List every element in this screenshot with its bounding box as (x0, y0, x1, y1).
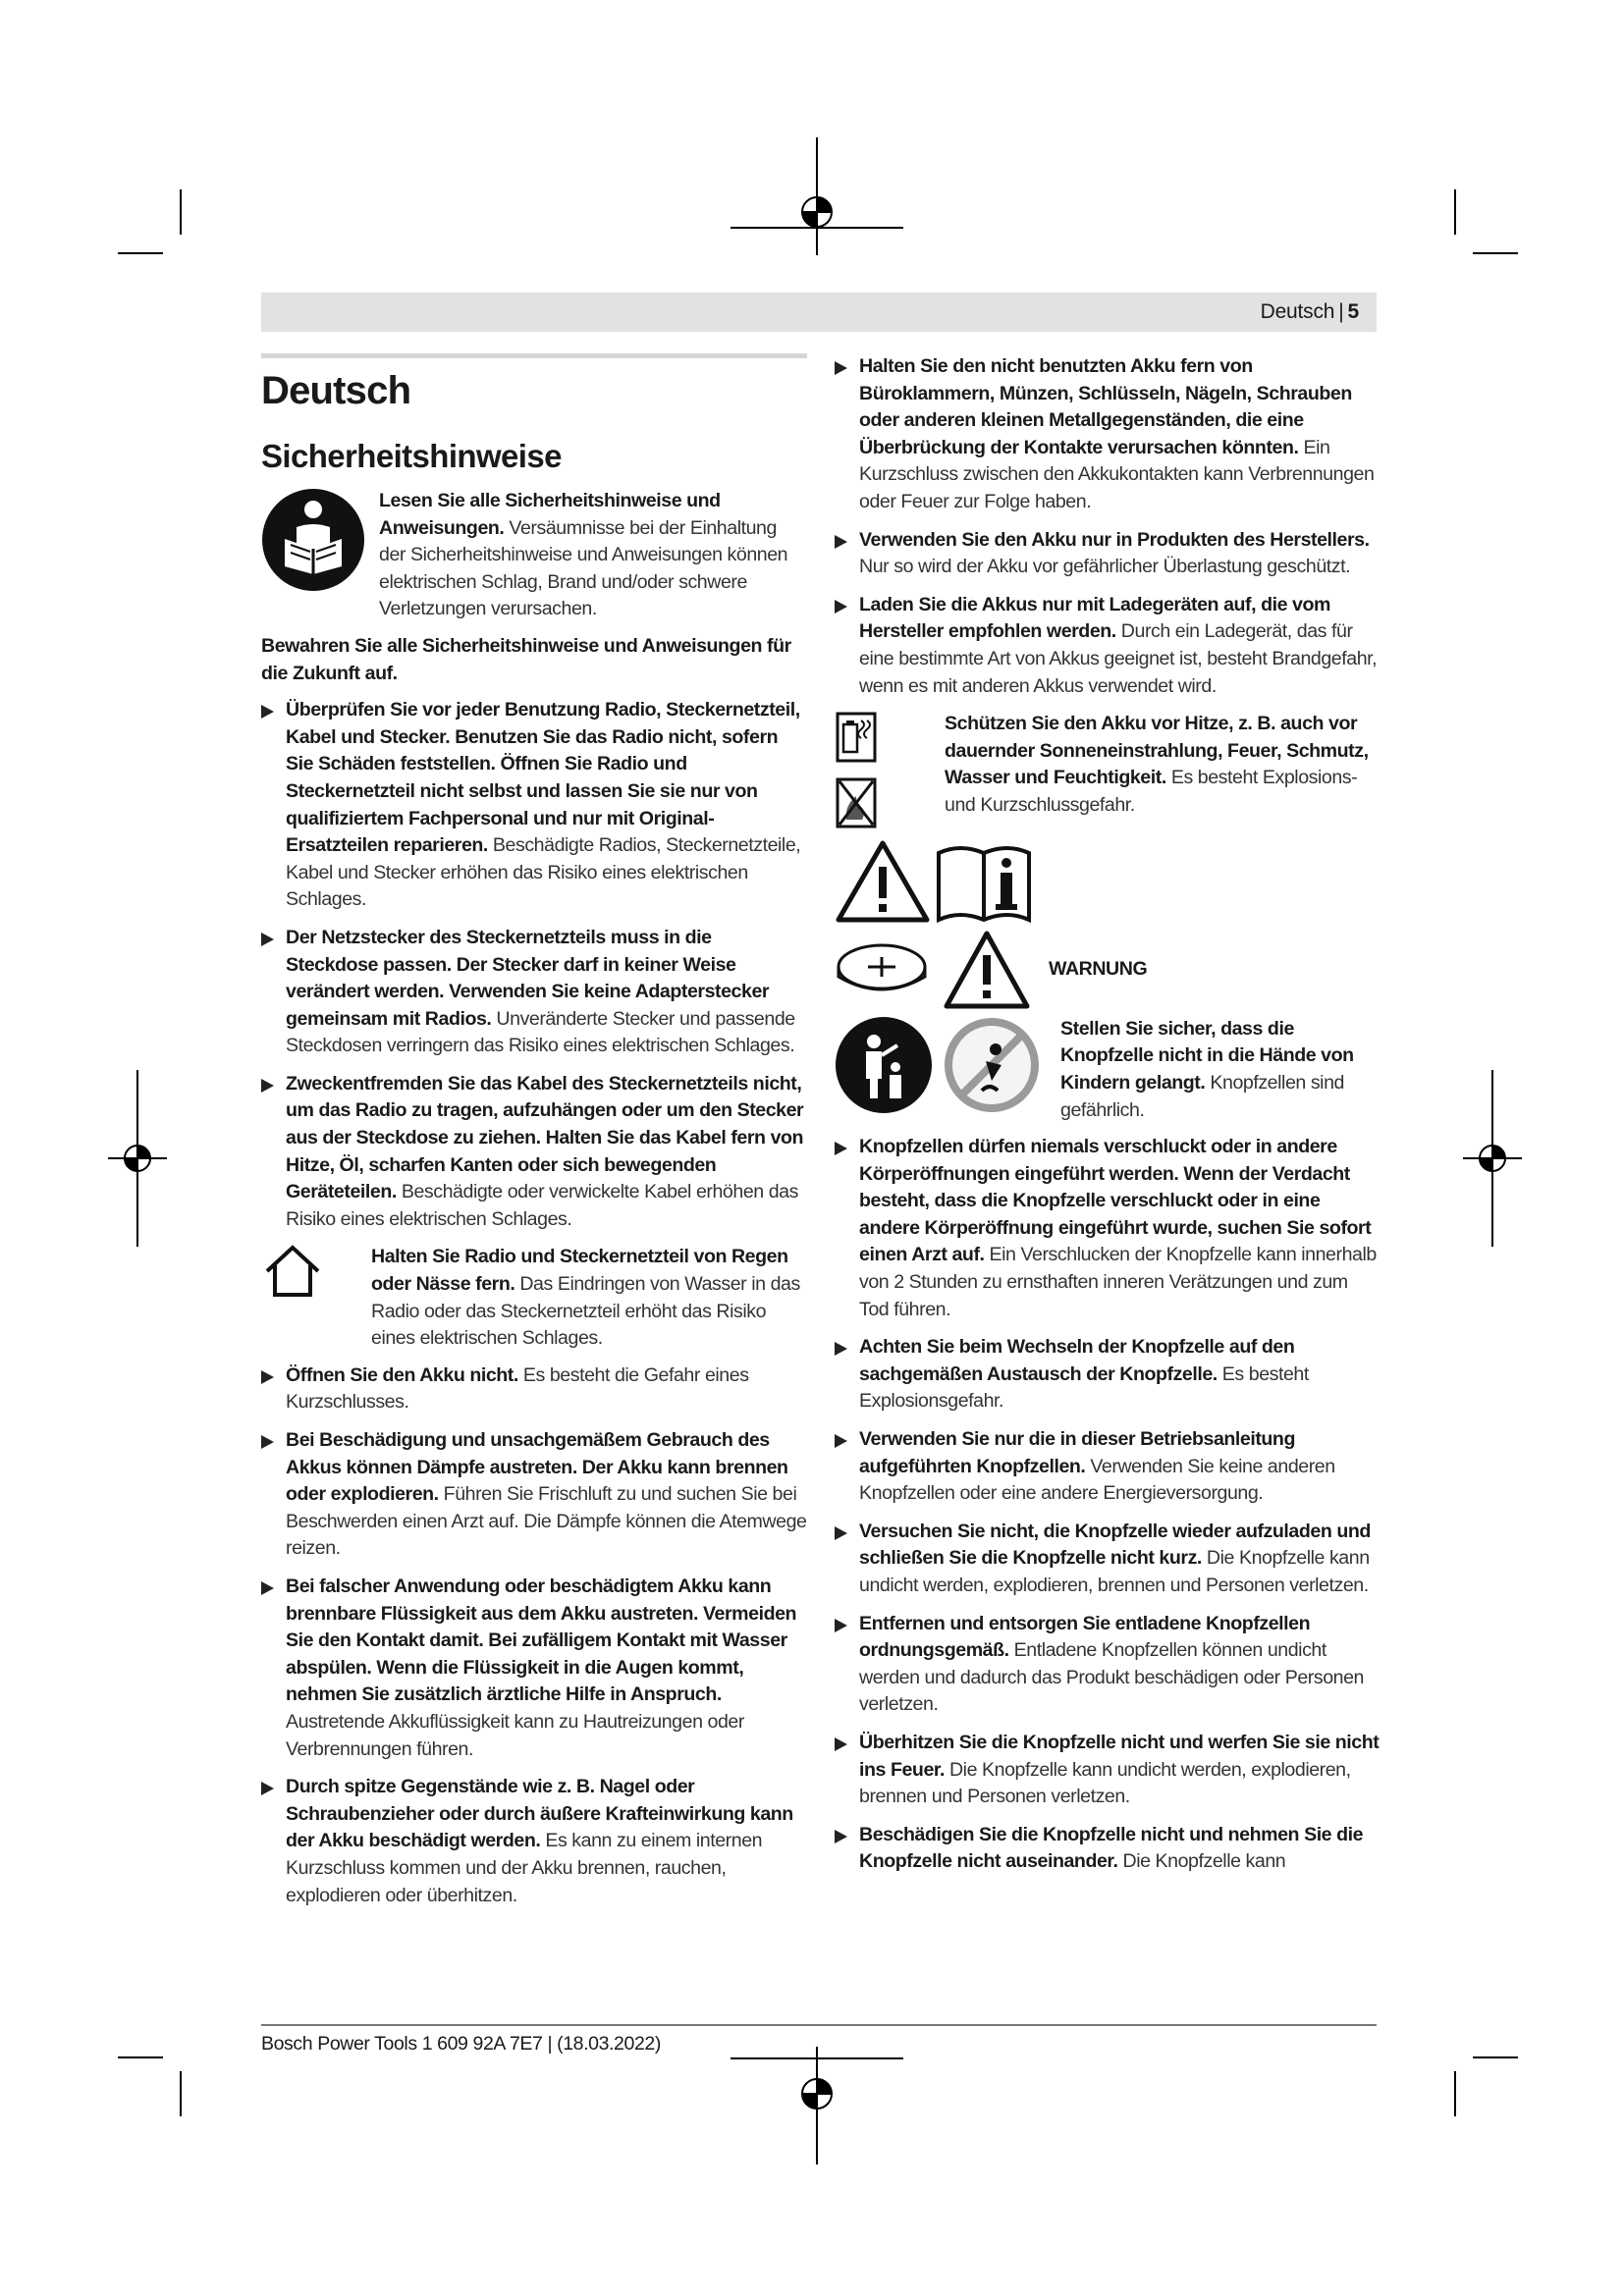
item-text: Entladene Knopfzellen können undicht werden und dadurch das Produkt beschädigen oder Personen verletzen. (859, 1639, 1365, 1716)
warning-label-row (835, 930, 1380, 1010)
no-fire-icon (835, 776, 878, 829)
item-bold: Laden Sie die Akkus nur mit Ladegeräten auf, die vom Hersteller empfohlen werden. (859, 593, 1330, 643)
heat-icons (835, 711, 945, 829)
footer-rule (261, 2024, 1377, 2026)
item-bold: Entfernen und entsorgen Sie entladene Knopfzellen ordnungsgemäß. (859, 1612, 1311, 1662)
list-item (835, 1611, 1380, 1719)
child-warning-block (835, 1016, 1380, 1124)
no-children-icon (943, 1016, 1041, 1114)
bullet-triangle-icon (261, 705, 274, 719)
heat-bold: Schützen Sie den Akku vor Hitze, z. B. auch vor dauernder Sonneneinstrahlung, Feuer, Schmutz, Wasser und Feuchtigkeit. (945, 713, 1369, 789)
bullet-triangle-icon (835, 1830, 847, 1843)
list-item (261, 1362, 807, 1416)
crop-mark (1473, 252, 1518, 254)
bullet-triangle-icon (835, 1737, 847, 1751)
header-separator: | (1338, 300, 1344, 323)
list-item (835, 527, 1380, 581)
page-header (261, 293, 1377, 332)
registration-mark-icon (108, 1070, 167, 1247)
item-text: Es kann zu einem internen Kurzschluss kommen und der Akku brennen, rauchen, explodieren oder überhitzen. (286, 1830, 763, 1906)
list-item (835, 1519, 1380, 1600)
intro-block (261, 488, 807, 623)
item-text: Beschädigte Radios, Steckernetzteile, Kabel und Stecker erhöhen das Risiko eines elektrischen Schlages. (286, 834, 801, 911)
bullet-triangle-icon (835, 600, 847, 614)
page-number: 5 (1347, 300, 1359, 323)
item-bold: Verwenden Sie den Akku nur in Produkten des Herstellers. (859, 528, 1370, 551)
list-item (835, 1334, 1380, 1415)
right-column (835, 353, 1380, 1887)
child-bold: Stellen Sie sicher, dass die Knopfzelle nicht in die Hände von Kindern gelangt. (1060, 1017, 1354, 1094)
section-title: Deutsch (261, 369, 411, 412)
registration-mark-icon (731, 2047, 903, 2164)
crop-mark (180, 2071, 182, 2116)
item-text: Verwenden Sie keine anderen Knopfzellen oder eine andere Energieversorgung. (859, 1455, 1335, 1505)
bullet-triangle-icon (835, 361, 847, 375)
intro-text: Versäumnisse bei der Einhaltung der Sicherheitshinweise und Anweisungen können elektrischen Schlag, Brand und/oder schwere Verletzungen verursachen. (379, 516, 788, 620)
header-label (1261, 300, 1359, 324)
item-bold: Bei Beschädigung und unsachgemäßem Gebrauch des Akkus können Dämpfe austreten. Der Akku kann brennen oder explodieren. (286, 1429, 788, 1506)
left-column (261, 353, 807, 1920)
list-item (261, 1071, 807, 1234)
warning-triangle-icon (835, 839, 931, 924)
bullet-triangle-icon (261, 1079, 274, 1093)
registration-mark-icon (1463, 1070, 1522, 1247)
warning-label: WARNUNG (1049, 957, 1148, 980)
item-text: Unveränderte Stecker und passende Steckdosen verringern das Risiko eines elektrischen Schlages. (286, 1007, 795, 1057)
item-text: Ein Kurzschluss zwischen den Akkukontakten kann Verbrennungen oder Feuer zur Folge haben. (859, 436, 1375, 512)
page-footer: Bosch Power Tools 1 609 92A 7E7 | (18.03.2022) (261, 2033, 661, 2055)
item-bold: Halten Sie den nicht benutzten Akku fern von Büroklammern, Münzen, Schlüsseln, Nägeln, Schrauben oder anderen kleinen Metallgegenständen, die eine Überbrückung der Kontakte verursachen könnten. (859, 355, 1352, 458)
item-text: Die Knopfzelle kann undicht werden, explodieren, brennen und Personen verletzen. (859, 1758, 1351, 1808)
item-text: Durch ein Ladegerät, das für eine bestimmte Art von Akkus geeignet ist, besteht Brandgefahr, wenn es mit anderen Akkus verwendet wird. (859, 620, 1378, 697)
section-rule (261, 353, 807, 358)
keep-instructions: Bewahren Sie alle Sicherheitshinweise und Anweisungen für die Zukunft auf. (261, 634, 791, 684)
list-item (261, 925, 807, 1060)
crop-mark (1454, 189, 1456, 235)
item-bold: Verwenden Sie nur die in dieser Betriebsanleitung aufgeführten Knopfzellen. (859, 1428, 1295, 1477)
bullet-triangle-icon (261, 1782, 274, 1795)
info-book-icon (935, 839, 1033, 924)
item-bold: Achten Sie beim Wechseln der Knopfzelle auf den sachgemäßen Austausch der Knopfzelle. (859, 1336, 1295, 1385)
bullet-triangle-icon (835, 1142, 847, 1155)
list-item (835, 592, 1380, 700)
child-warning-icon (835, 1016, 933, 1114)
list-item (261, 1574, 807, 1763)
item-text: Die Knopfzelle kann (1117, 1850, 1286, 1873)
bullet-triangle-icon (835, 1619, 847, 1632)
rain-warning-block (261, 1244, 807, 1352)
child-icons (835, 1016, 1060, 1124)
item-text: Beschädigte oder verwickelte Kabel erhöhen das Risiko eines elektrischen Schlages. (286, 1181, 798, 1230)
warning-triangle-icon (943, 930, 1031, 1010)
item-bold: Öffnen Sie den Akku nicht. (286, 1363, 518, 1386)
house-text: Das Eindringen von Wasser in das Radio oder das Steckernetzteil erhöht das Risiko eines elektrischen Schlages. (371, 1273, 800, 1350)
crop-mark (1473, 2056, 1518, 2058)
item-bold: Überhitzen Sie die Knopfzelle nicht und werfen Sie sie nicht ins Feuer. (859, 1731, 1380, 1781)
item-text: Austretende Akkuflüssigkeit kann zu Hautreizungen oder Verbrennungen führen. (286, 1710, 744, 1760)
battery-heat-icon (835, 711, 878, 764)
bullet-triangle-icon (261, 1370, 274, 1384)
house-bold: Halten Sie Radio und Steckernetzteil von Regen oder Nässe fern. (371, 1246, 788, 1296)
list-item (835, 353, 1380, 516)
list-item (261, 1427, 807, 1563)
list-item (835, 1822, 1380, 1876)
item-bold: Durch spitze Gegenstände wie z. B. Nagel oder Schraubenzieher oder durch äußere Krafteinwirkung kann der Akku beschädigt werden. (286, 1776, 793, 1852)
warning-symbols-row (835, 839, 1380, 924)
read-manual-icon (261, 488, 379, 623)
list-item (835, 1730, 1380, 1811)
section-subtitle: Sicherheitshinweise (261, 438, 562, 474)
item-text: Nur so wird der Akku vor gefährlicher Überlastung geschützt. (859, 556, 1351, 578)
list-item (835, 1134, 1380, 1323)
bullet-triangle-icon (835, 1434, 847, 1448)
item-text: Ein Verschlucken der Knopfzelle kann innerhalb von 2 Stunden zu ernsthaften inneren Verätzungen und zum Tod führen. (859, 1244, 1377, 1320)
bullet-triangle-icon (835, 1526, 847, 1540)
item-bold: Zweckentfremden Sie das Kabel des Steckernetzteils nicht, um das Radio zu tragen, aufzuhängen oder um den Stecker aus der Steckdose zu ziehen. Halten Sie das Kabel fern von Hitze, Öl, scharfen Kanten oder sich bewegenden Geräteteilen. (286, 1072, 804, 1203)
crop-mark (118, 252, 163, 254)
button-cell-icon (835, 937, 929, 1002)
item-bold: Überprüfen Sie vor jeder Benutzung Radio, Steckernetzteil, Kabel und Stecker. Benutzen Sie das Radio nicht, sofern Sie Schäden feststellen. Öffnen Sie Radio und Steckernetzteil nicht selbst und lassen Sie sie nur von qualifiziertem Fachpersonal und nur mit Original-Ersatzteilen reparieren. (286, 699, 800, 857)
list-item (261, 1774, 807, 1909)
item-bold: Knopfzellen dürfen niemals verschluckt oder in andere Körperöffnungen eingeführt werden. Wenn der Verdacht besteht, dass die Knopfzelle verschluckt oder in eine andere Körperöffnung eingeführt wurde, suchen Sie sofort einen Arzt auf. (859, 1136, 1372, 1266)
item-text: Es besteht Explosionsgefahr. (859, 1362, 1309, 1413)
header-section: Deutsch (1260, 300, 1335, 323)
list-item (835, 1426, 1380, 1508)
intro-bold: Lesen Sie alle Sicherheitshinweise und Anweisungen. (379, 490, 721, 539)
heat-warning-block (835, 711, 1380, 829)
bullet-triangle-icon (261, 933, 274, 946)
bullet-triangle-icon (261, 1581, 274, 1595)
bullet-triangle-icon (835, 1342, 847, 1356)
item-text: Die Knopfzelle kann undicht werden, explodieren, brennen und Personen verletzen. (859, 1547, 1370, 1596)
item-bold: Versuchen Sie nicht, die Knopfzelle wieder aufzuladen und schließen Sie die Knopfzelle nicht kurz. (859, 1520, 1371, 1570)
heat-text: Es besteht Explosions- und Kurzschlussgefahr. (945, 767, 1358, 816)
item-bold: Beschädigen Sie die Knopfzelle nicht und nehmen Sie die Knopfzelle nicht auseinander. (859, 1823, 1364, 1873)
item-text: Es besteht die Gefahr eines Kurzschlusses. (286, 1363, 749, 1414)
house-icon (261, 1244, 371, 1352)
item-text: Führen Sie Frischluft zu und suchen Sie bei Beschwerden einen Arzt auf. Die Dämpfe können die Atemwege reizen. (286, 1483, 807, 1560)
crop-mark (180, 189, 182, 235)
item-bold: Bei falscher Anwendung oder beschädigtem Akku kann brennbare Flüssigkeit aus dem Akku austreten. Vermeiden Sie den Kontakt damit. Bei zufälligem Kontakt mit Wasser abspülen. Wenn die Flüssigkeit in die Augen kommt, nehmen Sie zusätzlich ärztliche Hilfe in Anspruch. (286, 1575, 797, 1706)
crop-mark (1454, 2071, 1456, 2116)
bullet-triangle-icon (835, 535, 847, 549)
child-text: Knopfzellen sind gefährlich. (1060, 1071, 1344, 1121)
list-item (261, 697, 807, 914)
registration-mark-icon (731, 137, 903, 255)
item-bold: Der Netzstecker des Steckernetzteils muss in die Steckdose passen. Der Stecker darf in keiner Weise verändert werden. Verwenden Sie keine Adapterstecker gemeinsam mit Radios. (286, 926, 770, 1030)
crop-mark (118, 2056, 163, 2058)
bullet-triangle-icon (261, 1435, 274, 1449)
